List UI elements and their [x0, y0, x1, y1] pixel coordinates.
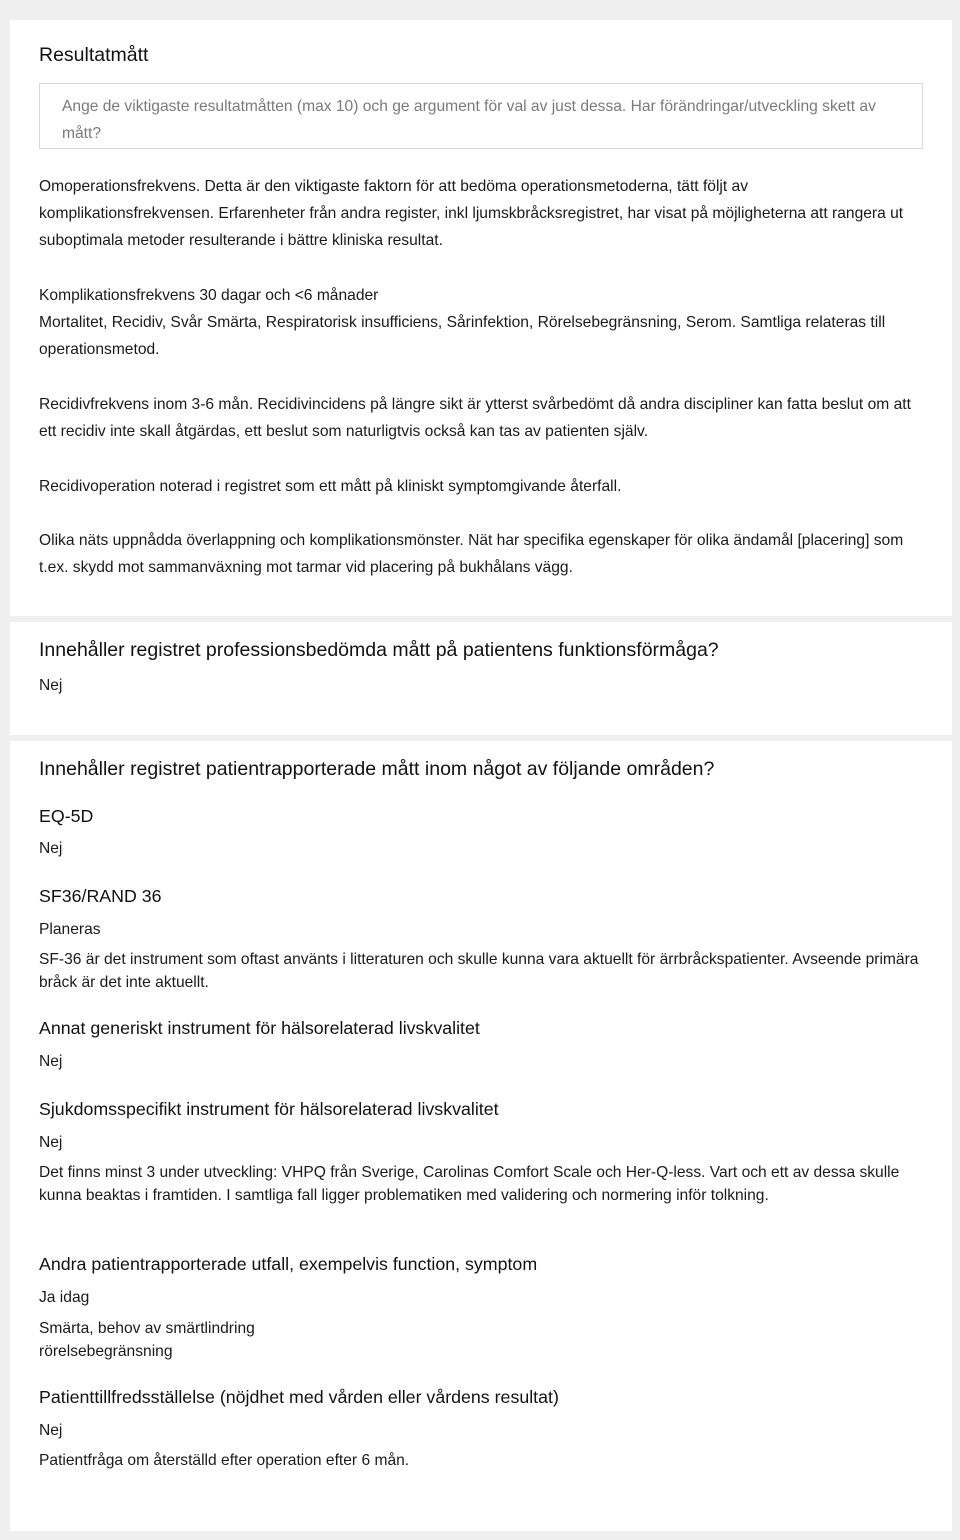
professional-measures-card: [10, 622, 952, 735]
eq5d-label: EQ-5D: [39, 806, 94, 826]
result-paragraph-reoperation: Omoperationsfrekvens. Detta är den viktigaste faktorn för att bedöma operationsmetoderna, tätt följt av komplikationsfrekvensen. Erfarenheter från andra register, inkl ljumskbråcksregistret, har visat på möjligheterna att rangera ut suboptimala metoder resulterande i bättre kliniska resultat.: [39, 178, 904, 249]
sf36-comment: SF-36 är det instrument som oftast använts i litteraturen och skulle kunna vara aktuellt för ärrbråckspatienter. Avseende primära bråck är det inte aktuellt.: [39, 951, 919, 991]
result-measures-card: [10, 20, 952, 616]
result-paragraph-mesh: Olika näts uppnådda överlappning och komplikationsmönster. Nät har specifika egenskaper för olika ändamål [placering] som t.ex. skydd mot sammanväxning mot tarmar vid placering på bukhålans vägg.: [39, 532, 904, 576]
disease-specific-label: Sjukdomsspecifikt instrument för hälsorelaterad livskvalitet: [39, 1099, 499, 1119]
patient-reported-question: Innehåller registret patientrapporterade mått inom något av följande områden?: [39, 758, 715, 780]
result-paragraph-recurrence: Recidivfrekvens inom 3-6 mån. Recidivincidens på längre sikt är ytterst svårbedömt då andra discipliner kan fatta beslut om att ett recidiv inte skall åtgärdas, ett beslut som naturligtvis också kan tas av patienten själv.: [39, 396, 911, 440]
eq5d-answer: Nej: [39, 840, 63, 857]
result-paragraph-mortality: Mortalitet, Recidiv, Svår Smärta, Respiratorisk insufficiens, Sårinfektion, Rörelsebegränsning, Serom. Samtliga relateras till operationsmetod.: [39, 314, 886, 358]
generic-instrument-answer: Nej: [39, 1053, 63, 1070]
patient-reported-card: [10, 741, 952, 1531]
other-outcomes-label: Andra patientrapporterade utfall, exempelvis function, symptom: [39, 1254, 538, 1274]
professional-measures-question: Innehåller registret professionsbedömda mått på patientens funktionsförmåga?: [39, 639, 719, 661]
disease-specific-answer: Nej: [39, 1134, 63, 1151]
sf36-answer: Planeras: [39, 921, 101, 938]
sf36-label: SF36/RAND 36: [39, 886, 162, 906]
professional-measures-answer: Nej: [39, 677, 63, 694]
generic-instrument-label: Annat generiskt instrument för hälsorelaterad livskvalitet: [39, 1018, 480, 1038]
patient-satisfaction-answer: Nej: [39, 1422, 63, 1439]
other-outcomes-comment: Smärta, behov av smärtlindring rörelsebegränsning: [39, 1320, 255, 1360]
disease-specific-comment: Det finns minst 3 under utveckling: VHPQ från Sverige, Carolinas Comfort Scale och Her-Q-less. Vart och ett av dessa skulle kunna beaktas i framtiden. I samtliga fall ligger problematiken med validering och normering inför tolkning.: [39, 1164, 900, 1204]
result-measures-hint: Ange de viktigaste resultatmåtten (max 10) och ge argument för val av just dessa. Har förändringar/utveckling skett av mått?: [39, 83, 923, 149]
other-outcomes-answer: Ja idag: [39, 1289, 90, 1306]
patient-satisfaction-comment: Patientfråga om återställd efter operation efter 6 mån.: [39, 1452, 410, 1469]
result-paragraph-recurrence-operation: Recidivoperation noterad i registret som ett mått på kliniskt symptomgivande återfall.: [39, 478, 622, 495]
patient-satisfaction-label: Patienttillfredsställelse (nöjdhet med vården eller vårdens resultat): [39, 1387, 559, 1407]
result-paragraph-complication: Komplikationsfrekvens 30 dagar och <6 månader: [39, 287, 379, 304]
result-measures-title: Resultatmått: [39, 44, 149, 66]
